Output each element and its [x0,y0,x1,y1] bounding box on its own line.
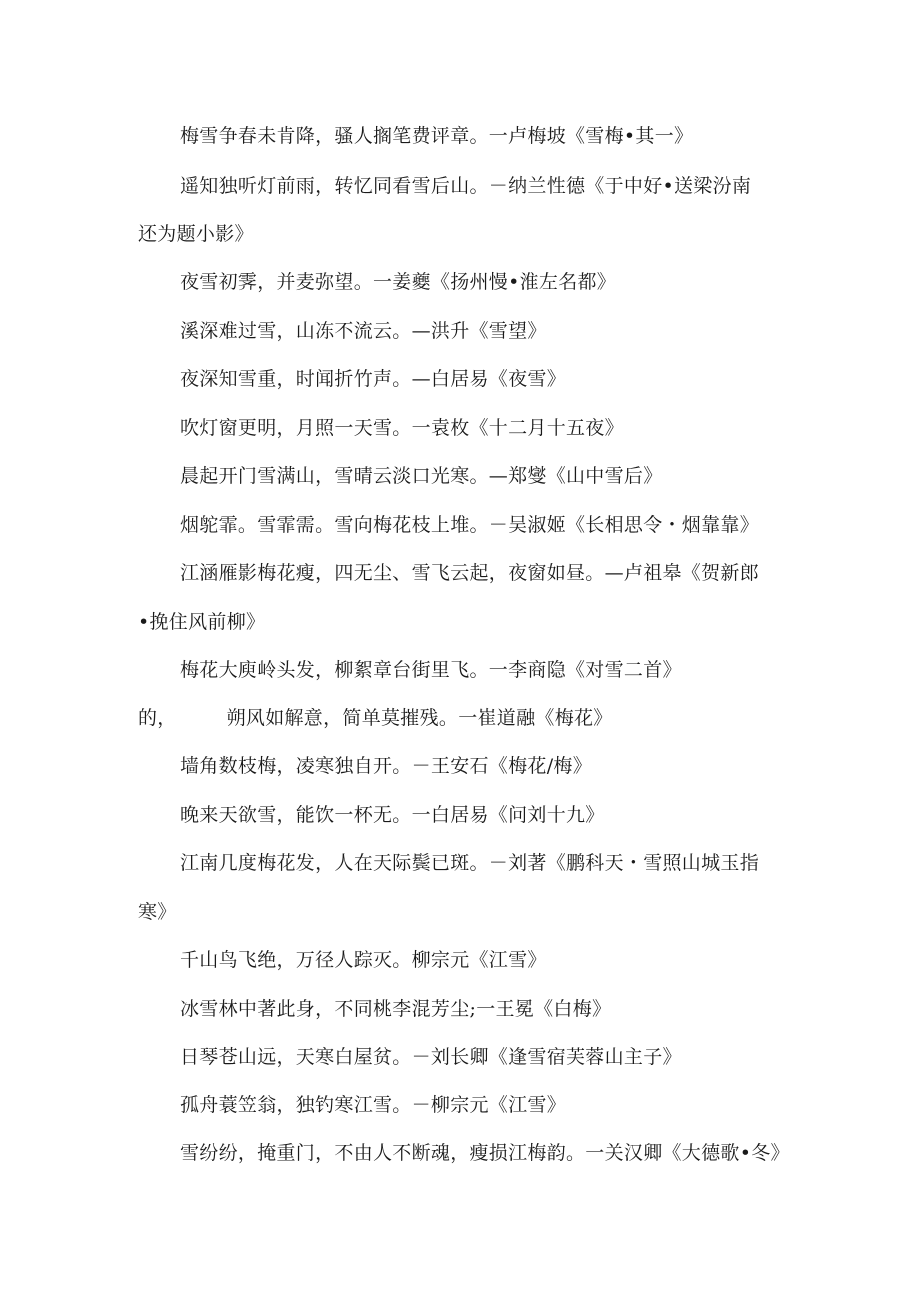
poem-line-19: 雪纷纷，掩重门，不由人不断魂，瘦损江梅韵。一关汉卿《大德歌•冬》 [180,1142,790,1164]
poem-line-8: 烟鸵霏。雪霏需。雪向梅花枝上堆。－吴淑姬《长相思令・烟靠靠》 [180,514,760,536]
poem-line-12: 墙角数枝梅，凌寒独自开。－王安石《梅花/梅》 [180,755,593,777]
poem-line-2-continued: 还为题小影》 [138,223,254,245]
stray-fragment: 的， [138,707,177,729]
poem-line-1: 梅雪争春未肯降，骚人搁笔费评章。一卢梅坡《雪梅•其一》 [180,125,694,147]
poem-line-11 [138,706,613,730]
poem-line-2: 遥知独听灯前雨，转忆同看雪后山。－纳兰性德《于中好•送梁汾南 [180,175,752,197]
poem-line-14-continued: 寒》 [138,901,177,923]
poem-line-3: 夜雪初霁，并麦弥望。一姜夔《扬州慢•淮左名都》 [180,271,617,293]
poem-line-9: 江涵雁影梅花瘦，四无尘、雪飞云起，夜窗如昼。—卢祖皋《贺新郎 [180,562,760,584]
poem-line-11-text: 朔风如解意，简单莫摧残。一崔道融《梅花》 [226,707,613,729]
poem-line-10: 梅花大庾岭头发，柳絮章台街里飞。一李商隐《对雪二首》 [180,659,682,681]
poem-line-13: 晚来天欲雪，能饮一杯无。一白居易《问刘十九》 [180,804,605,826]
poem-line-7: 晨起开门雪满山，雪晴云淡口光寒。—郑燮《山中雪后》 [180,465,663,487]
poem-line-17: 日琴苍山远，天寒白屋贫。－刘长卿《逢雪宿芙蓉山主子》 [180,1046,682,1068]
poem-line-4: 溪深难过雪，山冻不流云。—洪升《雪望》 [180,320,547,342]
poem-line-15: 千山鸟飞绝，万径人踪灭。柳宗元《江雪》 [180,949,547,971]
poem-line-14: 江南几度梅花发，人在天际鬓已斑。－刘著《鹏科天・雪照山城玉指 [180,852,760,874]
poem-line-16: 冰雪林中著此身，不同桃李混芳尘;一王冕《白梅》 [180,998,612,1020]
poem-line-18: 孤舟蓑笠翁，独钓寒江雪。－柳宗元《江雪》 [180,1094,567,1116]
poem-line-5: 夜深知雪重，时闻折竹声。—白居易《夜雪》 [180,368,567,390]
poem-line-9-continued: •挽住风前柳》 [138,611,266,633]
poem-line-6: 吹灯窗更明，月照一天雪。一袁枚《十二月十五夜》 [180,417,624,439]
